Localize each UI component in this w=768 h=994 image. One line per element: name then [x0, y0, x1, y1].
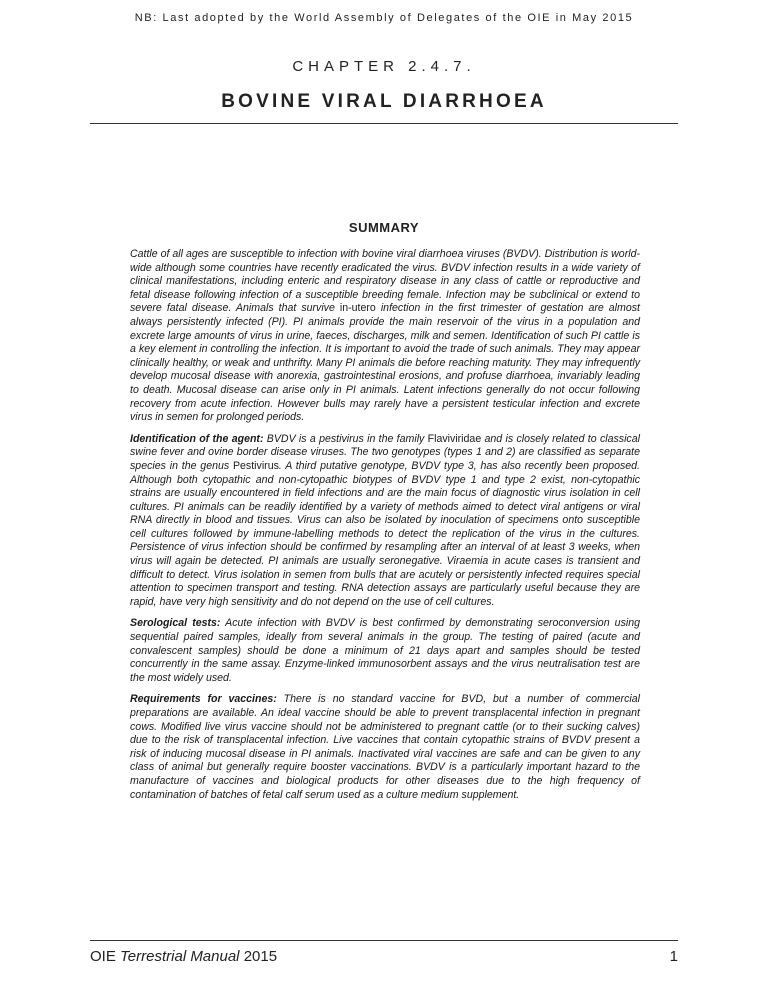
- summary-paragraph: [130, 248, 640, 425]
- chapter-number: CHAPTER 2.4.7.: [292, 58, 476, 75]
- summary-paragraph: [130, 693, 640, 802]
- adoption-note: NB: Last adopted by the World Assembly of Delegates of the OIE in May 2015: [134, 12, 634, 24]
- footer-year: 2015: [243, 948, 278, 965]
- paragraph-lead: Serological tests:: [130, 617, 221, 630]
- footer-org: OIE: [90, 948, 116, 965]
- summary-paragraph: [130, 433, 640, 610]
- paragraph-text: Flaviviridae: [427, 432, 482, 445]
- page-number: 1: [669, 948, 678, 965]
- paragraph-text: infection in the first trimester of gestation are almost always persistently infected (PI). PI animals provide the main reservoir of the virus in a population and excrete large amounts of virus in urine, faeces, discharges, milk and semen. Identification of such PI cattle is a key element in controlling the infection. It is important to avoid the trade of such animals. They may appear clinically healthy, or weak and unthrifty. Many PI animals die before reaching maturity. They may infrequently develop mucosal disease with anorexia, gastrointestinal erosions, and profuse diarrhoea, invariably leading to death. Mucosal disease can arise only in PI animals. Latent infections generally do not occur following recovery from acute infection. However bulls may rarely have a persistent testicular infection and excrete virus in semen for prolonged periods.: [130, 302, 640, 424]
- paragraph-text: Acute infection with BVDV is best confirmed by demonstrating seroconversion using sequential paired samples, ideally from several animals in the group. The testing of paired (acute and convalescent samples) should be done a minimum of 21 days apart and samples should be tested concurrently in the same assay. Enzyme-linked immunosorbent assays and the virus neutralisation test are the most widely used.: [130, 617, 641, 684]
- paragraph-lead: Requirements for vaccines:: [130, 693, 277, 706]
- summary-body: [130, 248, 640, 810]
- paragraph-text: in-utero: [339, 302, 376, 315]
- paragraph-text: and is closely related to classical swine fever and ovine border disease viruses. The two genotypes (types 1 and 2) are classified as separate species in the genus: [130, 432, 640, 472]
- paragraph-text: BVDV is a pestivirus in the family: [263, 432, 428, 445]
- chapter-title: BOVINE VIRAL DIARRHOEA: [221, 91, 547, 112]
- footer-divider: [90, 940, 678, 941]
- footer-title: [90, 948, 277, 965]
- header-divider: [90, 123, 678, 124]
- paragraph-text: Pestivirus: [232, 459, 279, 472]
- paragraph-text: Cattle of all ages are susceptible to infection with bovine viral diarrhoea viruses (BVDV). Distribution is world-wide although some countries have recently eradicated the virus. BVDV infection results in a wide variety of clinical manifestations, including enteric and respiratory disease in any class of cattle or reproductive and fetal disease following infection of a susceptible breeding female. Infection may be subclinical or extend to severe fatal disease. Animals that survive: [130, 248, 640, 315]
- paragraph-text: . A third putative genotype, BVDV type 3, has also recently been proposed. Although both cytopathic and non-cytopathic biotypes of BVDV type 1 and type 2 exist, non-cytopathic strains are usually encountered in field infections and are the main focus of diagnostic virus isolation in cell cultures. PI animals can be readily identified by a variety of methods aimed to detect viral antigens or viral RNA directly in blood and tissues. Virus can also be isolated by inoculation of specimens onto susceptible cell cultures followed by immune-labelling methods to detect the replication of the virus in the cultures. Persistence of virus infection should be confirmed by resampling after an interval of at least 3 weeks, when virus will again be detected. PI animals are usually seronegative. Viraemia in acute cases is transient and difficult to detect. Virus isolation in semen from bulls that are acutely or persistently infected requires special attention to specimen transport and testing. RNA detection assays are particularly useful because they are rapid, have very high sensitivity and do not depend on the use of cell cultures.: [130, 459, 640, 608]
- summary-heading: SUMMARY: [348, 220, 420, 235]
- paragraph-text: There is no standard vaccine for BVD, but a number of commercial preparations are available. An ideal vaccine should be able to prevent transplacental infection in pregnant cows. Modified live virus vaccine should not be administered to pregnant cattle (or to their sucking calves) due to the risk of transplacental infection. Live vaccines that contain cytopathic strains of BVDV present a risk of inducing mucosal disease in PI animals. Inactivated viral vaccines are safe and can be given to any class of animal but generally require booster vaccinations. BVDV is a particularly important hazard to the manufacture of vaccines and biological products for other diseases due to the high frequency of contamination of batches of fetal calf serum used as a culture medium supplement.: [130, 693, 640, 801]
- summary-paragraph: [130, 617, 640, 685]
- paragraph-lead: Identification of the agent:: [130, 432, 264, 445]
- footer-manual: Terrestrial Manual: [120, 948, 240, 965]
